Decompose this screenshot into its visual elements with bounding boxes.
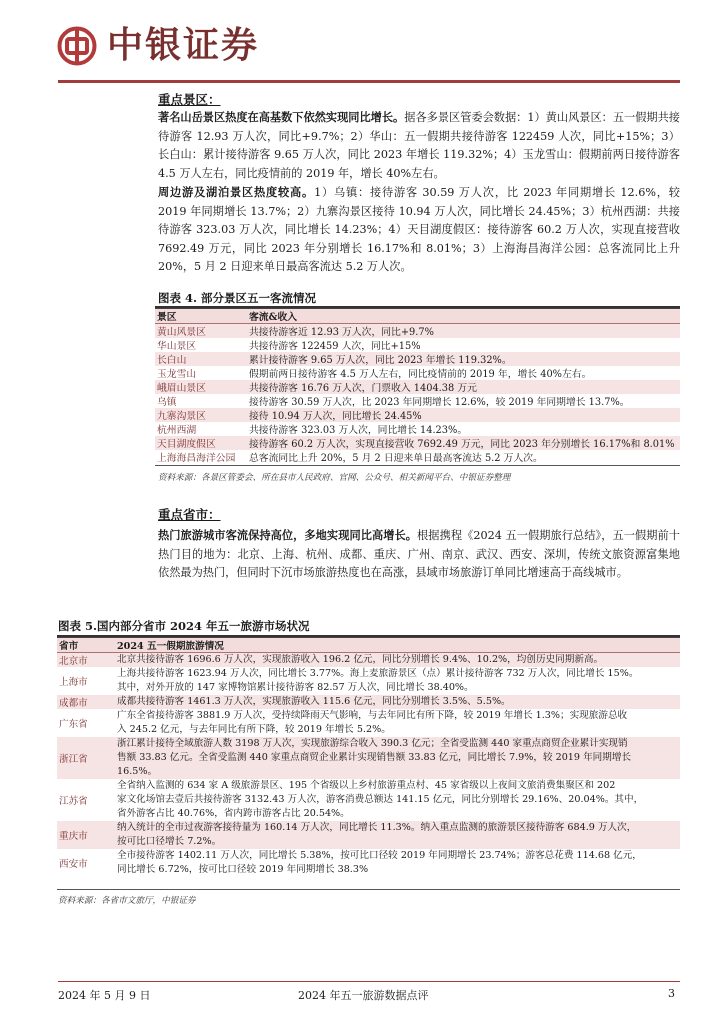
table-row (155, 366, 680, 380)
figure4-source: 资料来源：各景区管委会、所在县市人民政府、官网、公众号、相关新闻平台、中银证券整理 (158, 473, 511, 483)
figure4-bottom-rule (155, 465, 680, 466)
bank-of-china-logo-icon (57, 26, 97, 66)
paragraph-lead: 著名山岳景区热度在高基数下依然实现同比增长。 (158, 110, 405, 124)
table-row (57, 695, 680, 709)
table-row (155, 436, 680, 450)
scenic-name: 上海海昌海洋公园 (157, 453, 236, 464)
detail-line: 其中，对外开放的 147 家博物馆累计接待游客 82.57 万人次，同比增长 38.40%。 (117, 682, 474, 693)
scenic-name: 黄山风景区 (155, 324, 247, 339)
scenic-name: 华山景区 (157, 341, 197, 352)
scenic-detail: 共接待游客 122459 人次，同比+15% (249, 341, 421, 352)
detail-line: 全省纳入监测的 634 家 A 级旅游景区、195 个省级以上乡村旅游重点村、45 家省级以上夜间文旅消费集聚区和 202 (117, 780, 616, 791)
table-row (57, 737, 680, 779)
figure5-title: 图表 5.国内部分省市 2024 年五一旅游市场状况 (58, 619, 310, 633)
paragraph-lead: 热门旅游城市客流保持高位，多地实现同比高增长。 (158, 528, 418, 542)
table-row (57, 779, 680, 821)
table-row (155, 408, 680, 422)
table-row (155, 324, 680, 339)
figure5-table (57, 637, 680, 877)
column-header-province: 省市 (57, 638, 115, 653)
footer-divider (58, 981, 680, 982)
section-title-scenic: 重点景区： (158, 92, 221, 107)
table-row (155, 422, 680, 436)
detail-line: 入 245.2 亿元，与去年同比有所下降，较 2019 年增长 5.2%。 (117, 724, 391, 735)
province-detail (115, 667, 680, 695)
section-title-province: 重点省市： (158, 507, 221, 522)
page-header (0, 0, 724, 86)
detail-line: 16.5%。 (117, 766, 158, 777)
paragraph-body: 根据携程《2024 五一假期旅行总结》，五一假期前十热门目的地为：北京、上海、杭州、成都、重庆、广州、南京、武汉、西安、深圳，传统文旅资源富集地依然最为热门，但同时下沉市场旅游热度也在高涨，县域市场旅游订单同比增速高于高线城市。 (158, 529, 680, 579)
column-header-scenic: 景区 (155, 309, 247, 324)
table-row (57, 821, 680, 849)
scenic-name: 峨眉山景区 (155, 380, 247, 394)
detail-line: 纳入统计的全市过夜游客接待量为 160.14 万人次，同比增长 11.3%。纳入重点监测的旅游景区接待游客 684.9 万人次， (117, 822, 637, 833)
figure5-source: 资料来源：各省市文旅厅，中银证券 (58, 896, 196, 906)
scenic-detail: 共接待游客 16.76 万人次，门票收入 1404.38 万元 (247, 380, 680, 394)
footer-date: 2024 年 5 月 9 日 (58, 989, 151, 1002)
brand-name: 中银证券 (107, 25, 260, 66)
scenic-detail: 接待游客 30.59 万人次，比 2023 年同期增长 12.6%，较 2019 年同期增长 13.7%。 (249, 397, 630, 408)
column-header-traffic: 客流&收入 (247, 309, 680, 324)
paragraph-lead: 周边游及湖泊景区热度较高。 (158, 185, 315, 199)
province-detail (115, 737, 680, 779)
scenic-name: 玉龙雪山 (157, 369, 197, 380)
detail-line: 售额 33.83 亿元。全省受监测 440 家重点商贸企业累计实现销售额 33.83 亿元，同比增长 7.9%，较 2019 年同期增长 (117, 752, 632, 763)
province-name: 上海市 (59, 677, 88, 688)
paragraph-lake-scenic (158, 183, 680, 277)
province-name: 成都市 (57, 695, 115, 709)
paragraph-hot-cities (158, 526, 680, 583)
scenic-name: 长白山 (155, 352, 247, 366)
table-row (155, 450, 680, 464)
province-name: 北京市 (57, 653, 115, 668)
table-row (155, 338, 680, 352)
province-name: 西安市 (59, 859, 88, 870)
province-detail (115, 653, 680, 668)
table-row (155, 380, 680, 394)
scenic-detail: 总客流同比上升 20%，5 月 2 日迎来单日最高客流达 5.2 万人次。 (249, 453, 543, 464)
scenic-name: 乌镇 (157, 397, 177, 408)
scenic-detail: 接待游客 60.2 万人次，实现直接营收 7692.49 万元，同比 2023 年分别增长 16.17%和 8.01% (247, 436, 680, 450)
detail-line: 成都共接待游客 1461.3 万人次，实现旅游收入 115.6 亿元，同比分别增长 3.5%、5.5%。 (117, 696, 511, 707)
scenic-detail: 共接待游客 323.03 万人次，同比增长 14.23%。 (249, 425, 468, 436)
scenic-name: 天目湖度假区 (155, 436, 247, 450)
figure5-bottom-rule (57, 889, 680, 890)
detail-line: 北京共接待游客 1696.6 万人次，实现旅游收入 196.2 亿元，同比分别增长 9.4%、10.2%，均创历史同期新高。 (117, 654, 604, 665)
paragraph-mountain-scenic (158, 108, 680, 183)
table-row (57, 667, 680, 695)
province-name: 重庆市 (57, 821, 115, 849)
detail-line: 浙江累计接待全域旅游人数 3198 万人次，实现旅游综合收入 390.3 亿元；全省受监测 440 家重点商贸企业累计实现销 (117, 738, 628, 749)
column-header-situation: 2024 五一假期旅游情况 (115, 638, 680, 653)
province-detail (115, 695, 680, 709)
table-row (155, 394, 680, 408)
paragraph-body: 据各多景区管委会数据：1）黄山风景区：五一假期共接待游客 12.93 万人次，同比+9.7%；2）华山：五一假期共接待游客 122459 人次，同比+15%；3）长白山：累计接待游客 9.65 万人次，同比 2023 年增长 119.32%；4）玉龙雪山：假期前两日接待游客 4.5 万人左右，同比疫情前的 2019 年，增长 40%左右。 (158, 111, 680, 180)
table-header-row (155, 309, 680, 324)
detail-line: 家文化场馆去壹后共接待游客 3132.43 万人次，游客消费总额达 141.15 亿元，同比分别增长 29.16%、20.04%。其中， (117, 794, 644, 805)
province-detail (115, 821, 680, 849)
detail-line: 按可比口径增长 7.2%。 (117, 836, 222, 847)
province-name: 浙江省 (57, 737, 115, 779)
table-row (57, 653, 680, 668)
figure4-title: 图表 4. 部分景区五一客流情况 (158, 291, 317, 305)
detail-line: 上海共接待游客 1623.94 万人次，同比增长 3.77%。海上麦旅游景区（点）累计接待游客 732 万人次，同比增长 15%。 (117, 668, 639, 679)
scenic-detail: 假期前两日接待游客 4.5 万人左右，同比疫情前的 2019 年，增长 40%左右。 (249, 369, 592, 380)
table-row (57, 709, 680, 737)
detail-line: 同比增长 6.72%，按可比口径较 2019 年同期增长 38.3% (117, 864, 369, 875)
detail-line: 广东全省接待游客 3881.9 万人次，受持续降雨天气影响，与去年同比有所下降，较 2019 年增长 1.3%；实现旅游总收 (117, 710, 628, 721)
province-detail (115, 849, 680, 877)
scenic-detail: 共接待游客近 12.93 万人次，同比+9.7% (247, 324, 680, 339)
table-row (155, 352, 680, 366)
figure4-table (155, 308, 680, 464)
footer-doc-title: 2024 年五一旅游数据点评 (298, 989, 429, 1002)
province-detail (115, 779, 680, 821)
scenic-name: 杭州西湖 (157, 425, 197, 436)
province-name: 广东省 (59, 719, 88, 730)
scenic-name: 九寨沟景区 (155, 408, 247, 422)
scenic-detail: 累计接待游客 9.65 万人次，同比 2023 年增长 119.32%。 (247, 352, 680, 366)
table-row (57, 849, 680, 877)
header-divider (58, 80, 680, 83)
page-number: 3 (668, 987, 675, 1000)
province-name: 江苏省 (59, 796, 88, 807)
detail-line: 省外游客占比 40.76%，省内跨市游客占比 20.54%。 (117, 808, 350, 819)
scenic-detail: 接待 10.94 万人次，同比增长 24.45% (247, 408, 680, 422)
detail-line: 全市接待游客 1402.11 万人次，同比增长 5.38%，按可比口径较 2019 年同期增长 23.74%；游客总花费 114.68 亿元， (117, 850, 642, 861)
table-header-row (57, 638, 680, 653)
paragraph-body: 1）乌镇：接待游客 30.59 万人次，比 2023 年同期增长 12.6%，较 2019 年同期增长 13.7%；2）九寨沟景区接待 10.94 万人次，同比增长 24.45%；3）杭州西湖：共接待游客 323.03 万人次，同比增长 14.23%；4）天目湖度假区：接待游客 60.2 万人次，实现直接营收 7692.49 万元，同比 2023 年分别增长 16.17%和 8.01%；3）上海海昌海洋公园：总客流同比上升 20%，5 月 2 日迎来单日最高客流达 5.2 万人次。 (158, 186, 680, 273)
province-detail (115, 709, 680, 737)
